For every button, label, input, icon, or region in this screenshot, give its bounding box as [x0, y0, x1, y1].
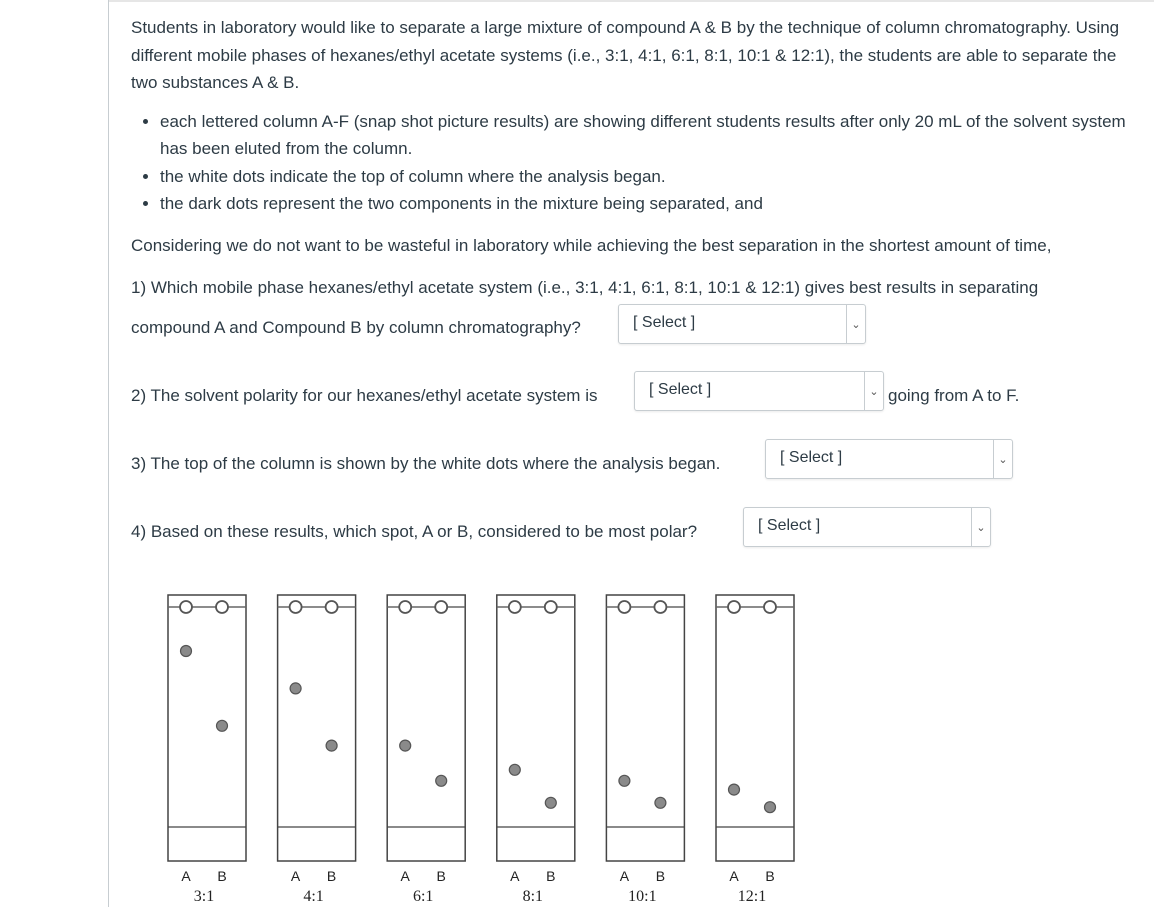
spot-a	[509, 764, 520, 775]
spot-a	[729, 784, 740, 795]
start-dot-a	[180, 601, 192, 613]
label-a: A	[290, 868, 301, 884]
start-dot-a	[728, 601, 740, 613]
ratio-label: 4:1	[303, 888, 324, 905]
chevron-down-icon: ⌄	[971, 508, 990, 546]
ratio-label: 6:1	[412, 888, 434, 905]
label-b: B	[436, 868, 446, 884]
start-dot-b	[654, 601, 666, 613]
label-b: B	[546, 868, 556, 884]
spot-b	[326, 740, 337, 751]
q2-text: 2) The solvent polarity for our hexanes/ethyl acetate system is	[131, 386, 598, 405]
chevron-down-icon: ⌄	[846, 305, 865, 343]
list-item: • each lettered column A-F (snap shot picture results) are showing different students results after only 20 mL of the solvent system has been eluted from the column.	[160, 108, 1146, 163]
intro-text: Students in laboratory would like to separate a large mixture of compound A & B by the technique of column chromatography. Using different mobile phases of hexanes/ethyl acetate systems (i.e., 3:1, 4:1, 6:1, 8:1, 10:1 & 12:1), the students are able to separate the two substances A & B.	[131, 18, 1120, 92]
start-dot-b	[764, 601, 776, 613]
start-dot-a	[509, 601, 521, 613]
q1-select[interactable]	[618, 304, 866, 344]
label-a: A	[729, 868, 739, 884]
chevron-down-icon: ⌄	[864, 372, 883, 410]
ratio-label: 12:1	[737, 888, 767, 905]
ratio-label: 8:1	[522, 888, 544, 905]
spot-b	[217, 720, 228, 731]
label-a: A	[181, 868, 191, 884]
q4-text: 4) Based on these results, which spot, A or B, considered to be most polar?	[131, 522, 698, 541]
label-a: A	[400, 868, 410, 884]
label-b: B	[655, 868, 666, 884]
column-outline	[497, 595, 575, 861]
label-b: B	[217, 868, 227, 884]
list-item: • the dark dots represent the two components in the mixture being separated, and	[160, 190, 1146, 218]
start-dot-b	[435, 601, 447, 613]
column-outline	[387, 595, 465, 861]
start-dot-a	[399, 601, 411, 613]
q1-text-line2: compound A and Compound B by column chromatography?	[131, 318, 581, 337]
spot-b	[655, 797, 666, 808]
start-dot-b	[326, 601, 338, 613]
start-dot-a	[290, 601, 302, 613]
list-item: • the white dots indicate the top of column where the analysis began.	[160, 163, 1146, 191]
spot-a	[290, 683, 301, 694]
top-divider	[109, 0, 1154, 2]
considering-text: Considering we do not want to be wasteful in laboratory while achieving the best separation in the shortest amount of time,	[131, 236, 1052, 255]
chromatography-columns-figure	[160, 585, 800, 907]
label-b: B	[326, 868, 337, 884]
ratio-label: 10:1	[628, 888, 657, 905]
q4-select[interactable]	[743, 507, 991, 547]
label-a: A	[510, 868, 520, 884]
spot-b	[765, 802, 776, 813]
q2-select[interactable]	[634, 371, 884, 411]
column-outline	[606, 595, 684, 861]
column-outline	[716, 595, 794, 861]
select-value: [ Select ]	[758, 517, 821, 534]
select-value: [ Select ]	[633, 314, 696, 331]
start-dot-b	[216, 601, 228, 613]
question-body	[131, 14, 1146, 218]
spot-a	[181, 646, 192, 657]
q3-select[interactable]	[765, 439, 1013, 479]
ratio-label: 3:1	[193, 888, 215, 905]
select-value: [ Select ]	[649, 381, 712, 398]
spot-a	[619, 775, 630, 786]
start-dot-b	[545, 601, 557, 613]
spot-b	[436, 775, 447, 786]
chevron-down-icon: ⌄	[993, 440, 1012, 478]
q1-text-line1: 1) Which mobile phase hexanes/ethyl acetate system (i.e., 3:1, 4:1, 6:1, 8:1, 10:1 & 12:1) gives best results in separating	[131, 278, 1039, 297]
column-outline	[278, 595, 356, 861]
label-a: A	[619, 868, 630, 884]
q3-text: 3) The top of the column is shown by the white dots where the analysis began.	[131, 454, 721, 473]
notes-list	[131, 108, 1146, 218]
start-dot-a	[618, 601, 630, 613]
left-divider	[108, 0, 109, 907]
label-b: B	[765, 868, 775, 884]
spot-a	[400, 740, 411, 751]
spot-b	[545, 797, 556, 808]
q2-suffix-text: going from A to F.	[888, 386, 1020, 405]
select-value: [ Select ]	[780, 449, 843, 466]
column-outline	[168, 595, 246, 861]
